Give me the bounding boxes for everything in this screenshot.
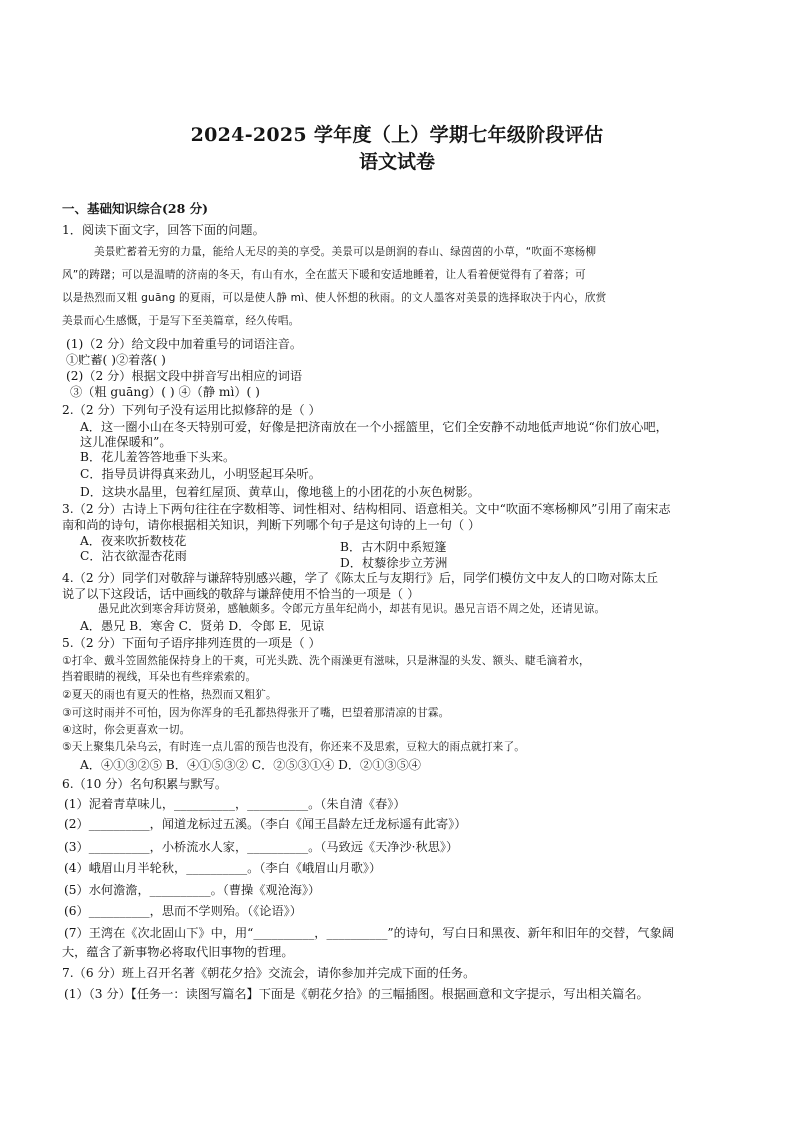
text-line: 大，蕴含了新事物必将取代旧事物的哲理。 [62,945,294,959]
text-line: (5）水何澹澹，__________。（曹操《观沧海》） [64,883,321,897]
text-line: ③可这时雨并不可怕，因为你浑身的毛孔都热得张开了嘴，巴望着那清凉的甘霖。 [62,707,450,719]
text-line: 2.（2 分）下列句子没有运用比拟修辞的是（ ） [62,403,321,417]
text-line: 3.（2 分）古诗上下两句往往在字数相等、词性相对、结构相同、语意相关。文中“吹面不寒杨柳风”引用了南宋志 [62,502,671,516]
text-line: 以是热烈而又粗 guāng 的夏雨，可以是使人静 mì、使人怀想的秋雨。的文人墨客对美景的选择取决于内心，欣赏 [62,292,607,304]
text-line: A．夜来吹折数枝花 [80,534,187,548]
text-line: 愚兄此次到寒舍拜访贤弟，感触颇多。令郎元方虽年纪尚小，却甚有见识。愚兄言语不周之处，还请见谅。 [98,603,606,615]
text-line: (1）泥着青草味儿，__________，__________。（朱自清《春》） [64,797,406,811]
text-line: ②夏天的雨也有夏天的性格，热烈而又粗犷。 [62,689,277,701]
text-line: D．这块水晶里，包着红屋顶、黄草山，像地毯上的小团花的小灰色树影。 [80,485,480,499]
text-line: (1)（2 分）给文段中加着重号的词语注音。 [66,337,303,351]
exam-title: 2024-2025 学年度（上）学期七年级阶段评估 [190,124,604,146]
text-line: 南和尚的诗句，请你根据相关知识，判断下列哪个句子是这句诗的上一句（ ） [62,518,481,532]
text-line: ④这时，你会更喜欢一切。 [62,724,191,736]
text-line: 美景而心生感慨，于是写下至美篇章，经久传唱。 [62,315,300,327]
text-line: ①打伞、戴斗笠固然能保持身上的干爽，可光头跣、洗个雨澡更有滋味，只是淋湿的头发、额头、睫毛滴着水， [62,655,590,667]
text-line: ③（粗 guāng）( ) ④（静 mì）( ) [70,385,260,399]
text-line: 6.（10 分）名句积累与默写。 [62,777,228,791]
text-line: D．杖藜徐步立芳洲 [340,556,448,570]
text-line: (4）峨眉山月半轮秋，__________。（李白《峨眉山月歌》） [64,861,382,875]
text-line: B．古木阴中系短篷 [340,540,447,554]
text-line: ①贮蓄( )②着落( ) [66,353,166,367]
text-line: 挡着眼睛的视线，耳朵也有些痒索索的。 [62,671,257,683]
text-line: A．愚兄 B．寒舍 C．贤弟 D．令郎 E．见谅 [80,619,325,633]
text-line: 美景贮蓄着无穷的力量，能给人无尽的美的享受。美景可以是朗润的春山、绿茵茵的小草，“吹面不寒杨柳 [94,246,597,258]
text-line: 7.（6 分）班上召开名著《朝花夕拾》交流会，请你参加并完成下面的任务。 [62,966,476,980]
text-line: C．沾衣欲湿杏花雨 [80,549,187,563]
text-line: 1．阅读下面文字，回答下面的问题。 [62,223,265,237]
exam-subtitle: 语文试卷 [358,151,435,173]
text-line: A．④①③②⑤ B．④①⑤③② C．②⑤③①④ D．②①③⑤④ [80,758,421,772]
text-line: 说了以下这段话，话中画线的敬辞与谦辞使用不恰当的一项是（ ） [62,587,420,601]
text-line: (6）__________，思而不学则殆。（《论语》） [64,904,302,918]
text-line: ⑤天上聚集几朵乌云，有时连一点儿雷的预告也没有，你还来不及思索，豆粒大的雨点就打来了。 [62,741,526,753]
text-line: C．指导员讲得真来劲儿，小明竖起耳朵听。 [80,467,321,481]
text-line: 风”的踌躇；可以是温晴的济南的冬天，有山有水，全在蓝天下暖和安适地睡着，让人看着便觉得有了着落；可 [62,269,586,281]
text-line: 这儿准保暖和”。 [80,435,172,449]
text-line: (3）__________，小桥流水人家，__________。（马致远《天净沙·秋思》） [64,840,459,854]
text-line: (2）__________，闻道龙标过五溪。（李白《闻王昌龄左迁龙标遥有此寄》） [64,817,467,831]
text-line: (7）王湾在《次北固山下》中，用“__________，__________”的诗句，写白日和黑夜、新年和旧年的交替，气象阔 [64,926,674,940]
text-line: (2)（2 分）根据文段中拼音写出相应的词语 [66,369,303,383]
text-line: 5.（2 分）下面句子语序排列连贯的一项是（ ） [62,636,321,650]
text-line: 4.（2 分）同学们对敬辞与谦辞特别感兴趣，学了《陈太丘与友期行》后，同学们模仿文中友人的口吻对陈太丘 [62,571,659,585]
text-line: 一、基础知识综合(28 分) [62,201,209,216]
text-line: A．这一圈小山在冬天特别可爱，好像是把济南放在一个小摇篮里，它们全安静不动地低声地说“你们放心吧， [80,420,668,434]
text-line: B．花儿羞答答地垂下头来。 [80,450,236,464]
text-line: (1）（3 分）【任务一：读图写篇名】下面是《朝花夕拾》的三幅插图。根据画意和文字提示，写出相关篇名。 [64,987,649,1001]
